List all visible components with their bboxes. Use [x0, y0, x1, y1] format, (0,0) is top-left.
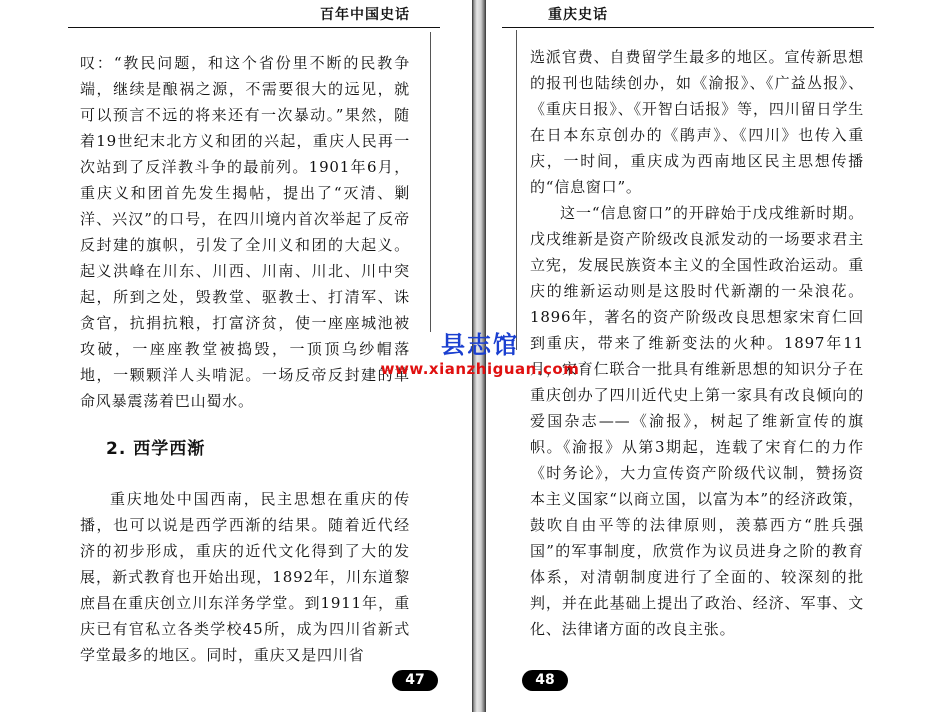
- left-paragraph-1: 叹：“教民问题，和这个省份里不断的民教争端，继续是酿祸之源，不需要很大的远见，就可以预言不远的将来还有一次暴动。”果然，随着19世纪末北方义和团的兴起，重庆人民再一次站到了反洋教斗争的最前列。1901年6月，重庆义和团首先发生揭帖，提出了“灭清、剿洋、兴汉”的口号，在四川境内首次举起了反帝反封建的旗帜，引发了全川义和团的大起义。起义洪峰在川东、川西、川南、川北、川中突起，所到之处，毁教堂、驱教士、打清军、诛贪官，抗捐抗粮，打富济贫，使一座座城池被攻破，一座座教堂被捣毁，一顶顶乌纱帽落地，一颗颗洋人头啃泥。一场反帝反封建的革命风暴震荡着巴山蜀水。: [80, 54, 410, 410]
- left-running-head: 百年中国史话: [320, 7, 410, 23]
- right-running-head: 重庆史话: [548, 7, 608, 23]
- right-margin-line: [516, 30, 517, 350]
- right-paragraph-1: 选派官费、自费留学生最多的地区。宣传新思想的报刊也陆续创办，如《渝报》、《广益丛报》、《重庆日报》、《开智白话报》等，四川留日学生在日本东京创办的《鹃声》、《四川》也传入重庆，一时间，重庆成为西南地区民主思想传播的“信息窗口”。: [530, 48, 864, 196]
- right-page-number: 48: [522, 670, 568, 691]
- right-header-rule: [502, 27, 874, 28]
- left-header-rule: [68, 27, 440, 28]
- left-page-number: 47: [392, 670, 438, 691]
- right-paragraph-2: 这一“信息窗口”的开辟始于戊戌维新时期。戊戌维新是资产阶级改良派发动的一场要求君主立宪，发展民族资本主义的全国性政治运动。重庆的维新运动则是这股时代新潮的一朵浪花。1896年，著名的资产阶级改良思想家宋育仁回到重庆，带来了维新变法的火种。1897年11月，宋育仁联合一批具有维新思想的知识分子在重庆创办了四川近代史上第一家具有改良倾向的爱国杂志——《渝报》，树起了维新宣传的旗帜。《渝报》从第3期起，连载了宋育仁的力作《时务论》，大力宣传资产阶级代议制，赞扬资本主义国家“以商立国，以富为本”的经济政策，鼓吹自由平等的法律原则，羡慕西方“胜兵强国”的军事制度，欣赏作为议员进身之阶的教育体系，对清朝制度进行了全面的、较深刻的批判，并在此基础上提出了政治、经济、军事、文化、法律诸方面的改良主张。: [530, 204, 864, 638]
- watermark-url: www.xianzhiguan.com: [380, 360, 580, 378]
- left-section-paragraph: 重庆地处中国西南，民主思想在重庆的传播，也可以说是西学西渐的结果。随着近代经济的初步形成，重庆的近代文化得到了大的发展，新式教育也开始出现，1892年，川东道黎庶昌在重庆创立川东洋务学堂。到1911年，重庆已有官私立各类学校45所，成为四川省新式学堂最多的地区。同时，重庆又是四川省: [80, 490, 410, 664]
- section-heading: 2. 西学西渐: [106, 439, 206, 459]
- left-margin-line: [430, 32, 431, 332]
- watermark-title: 县志馆: [441, 331, 519, 359]
- watermark: [360, 330, 600, 378]
